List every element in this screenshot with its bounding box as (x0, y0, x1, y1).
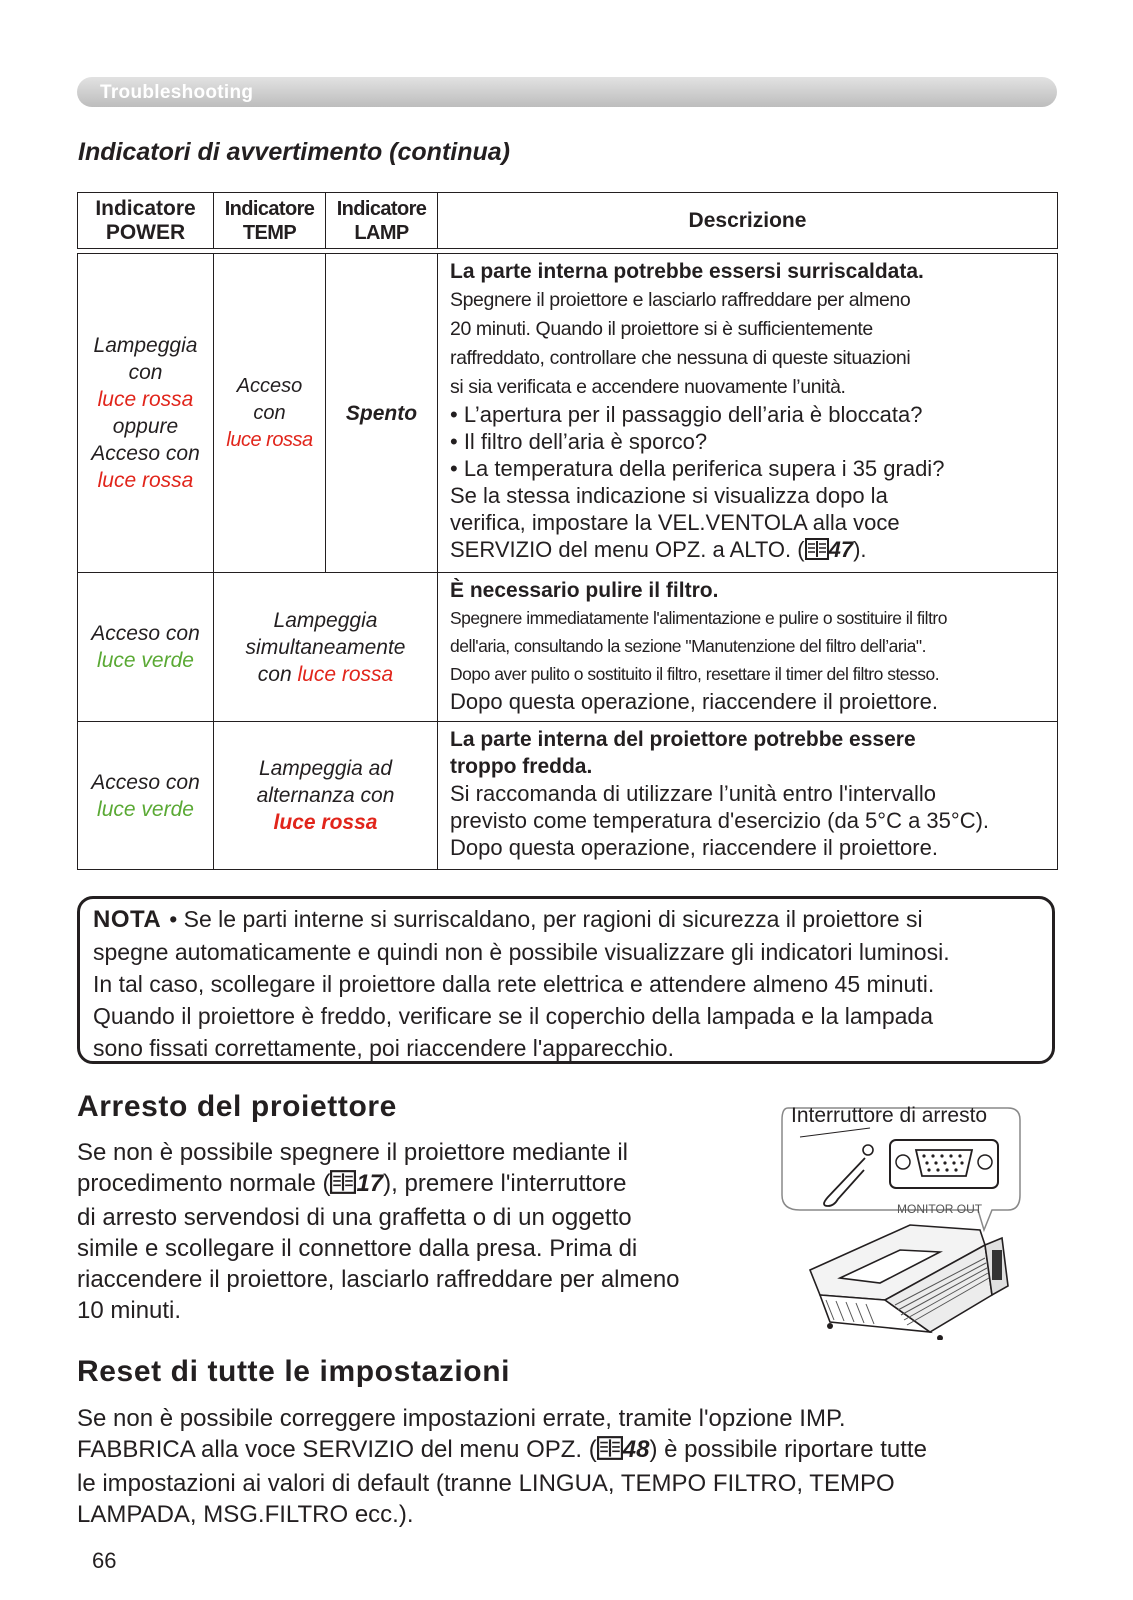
row3-templamp-text: Lampeggia ad (258, 757, 393, 780)
row3-templamp-cell (214, 722, 438, 870)
row3-desc-line: Si raccomanda di utilizzare l’unità entro l'intervallo (450, 781, 936, 806)
row1-desc-item: • La temperatura della periferica supera i 35 gradi? (450, 456, 945, 481)
header-power-line1: Indicatore (95, 196, 196, 220)
shutdown-line: di arresto servendosi di una graffetta o di un oggetto (77, 1204, 632, 1231)
row2-power-cell (78, 573, 214, 722)
header-power-line2: POWER (105, 220, 186, 244)
row1-desc-last (450, 536, 1049, 566)
shutdown-line: Se non è possibile spegnere il proiettore mediante il (77, 1139, 629, 1166)
row1-desc-line: Spegnere il proiettore e lasciarlo raffreddare per almeno (450, 289, 911, 311)
note-line: sono fissati correttamente, poi riaccendere l'apparecchio. (93, 1035, 674, 1061)
header-lamp-line1: Indicatore (336, 197, 427, 220)
shutdown-switch-illustration (770, 1100, 1060, 1340)
reset-line: Se non è possibile correggere impostazioni errate, tramite l'opzione IMP. (77, 1405, 846, 1432)
header-lamp-line2: LAMP (354, 221, 409, 244)
table-row (78, 722, 1058, 870)
page-subtitle: Indicatori di avvertimento (continua) (78, 138, 510, 166)
header-description: Descrizione (438, 193, 1058, 249)
row1-temp-red: luce rossa (226, 428, 313, 451)
shutdown-ref: 17 (356, 1170, 384, 1197)
row3-templamp-red: luce rossa (273, 811, 378, 834)
reset-heading: Reset di tutte le impostazioni (77, 1355, 511, 1388)
row1-temp-cell (214, 254, 326, 573)
row1-power-text: Acceso con (91, 442, 200, 465)
row1-desc-item: • L’apertura per il passaggio dell’aria è bloccata? (450, 402, 923, 427)
row2-templamp-line (214, 661, 437, 688)
section-header-label: Troubleshooting (100, 82, 254, 103)
row1-power-red: luce rossa (97, 388, 194, 411)
note-line: Quando il proiettore è freddo, verificare se il coperchio della lampada e la lampada (93, 1003, 933, 1029)
reset-line-suffix: ) è possibile riportare tutte (649, 1436, 927, 1463)
row1-power-red: luce rossa (97, 469, 194, 492)
row3-power-text: Acceso con (91, 770, 200, 794)
row1-power-text: Lampeggia (93, 334, 198, 357)
note-line: spegne automaticamente e quindi non è possibile visualizzare gli indicatori luminosi. (93, 939, 950, 965)
shutdown-line: riaccendere il proiettore, lasciarlo raffreddare per almeno (77, 1266, 680, 1293)
row1-power-cell (78, 254, 214, 573)
row1-power-text: con (128, 361, 163, 384)
row2-templamp-text: simultaneamente (245, 635, 406, 659)
reset-ref: 48 (622, 1436, 650, 1463)
shutdown-switch-label: Interruttore di arresto (791, 1104, 988, 1127)
row1-desc-last-suffix: ). (853, 537, 867, 562)
table-row (78, 573, 1058, 722)
row2-desc-line: dell'aria, consultando la sezione "Manutenzione del filtro dell’aria". (450, 636, 926, 656)
row2-templamp-cell (214, 573, 438, 722)
book-icon (805, 538, 829, 566)
row2-power-green: luce verde (97, 649, 194, 672)
row1-desc-item: verifica, impostare la VEL.VENTOLA alla voce (450, 510, 900, 535)
row3-desc-line: Dopo questa operazione, riaccendere il proiettore. (450, 835, 938, 860)
table-row (78, 254, 1058, 573)
row1-desc-line: 20 minuti. Quando il proiettore si è sufficientemente (450, 318, 873, 340)
page-number: 66 (92, 1548, 117, 1573)
row1-desc-last-prefix: SERVIZIO del menu OPZ. a ALTO. ( (450, 537, 805, 562)
monitor-out-label: MONITOR OUT (897, 1202, 983, 1216)
note-text (93, 903, 1043, 1064)
row1-desc-ref: 47 (828, 537, 854, 562)
reset-line-ref (77, 1434, 1057, 1468)
row1-temp-text: Acceso (236, 374, 303, 397)
header-power (78, 193, 214, 249)
shutdown-heading: Arresto del proiettore (77, 1090, 397, 1123)
row2-desc-last: Dopo questa operazione, riaccendere il proiettore. (450, 689, 938, 714)
header-temp (214, 193, 326, 249)
row2-power-text: Acceso con (91, 622, 200, 645)
row1-description (438, 254, 1058, 573)
note-line: In tal caso, scollegare il proiettore dalla rete elettrica e attendere almeno 45 minuti. (93, 971, 935, 997)
table-header-row (78, 193, 1058, 249)
shutdown-paragraph (77, 1137, 767, 1326)
row1-power-text: oppure (112, 415, 179, 438)
header-temp-line1: Indicatore (224, 197, 315, 220)
shutdown-line: 10 minuti. (77, 1297, 182, 1324)
row3-templamp-text: alternanza con (256, 784, 395, 807)
row2-templamp-red: luce rossa (297, 662, 394, 686)
header-temp-line2: TEMP (242, 221, 297, 244)
reset-line-prefix: FABBRICA alla voce SERVIZIO del menu OPZ. ( (77, 1436, 597, 1463)
reset-paragraph (77, 1403, 1057, 1530)
row1-desc-item: Se la stessa indicazione si visualizza dopo la (450, 483, 888, 508)
row2-desc-line: Spegnere immediatamente l'alimentazione e pulire o sostituire il filtro (450, 608, 947, 628)
note-first-line (93, 903, 1043, 936)
shutdown-line-suffix: ), premere l'interruttore (383, 1170, 627, 1197)
row3-power-green: luce verde (97, 797, 194, 821)
row3-desc-line: previsto come temperatura d'esercizio (da 5°C a 35°C). (450, 808, 990, 833)
row3-desc-title: troppo fredda. (450, 755, 593, 778)
row1-desc-item: • Il filtro dell’aria è sporco? (450, 429, 708, 454)
row3-description (438, 722, 1058, 870)
shutdown-line-prefix: procedimento normale ( (77, 1170, 331, 1197)
row1-desc-title: La parte interna potrebbe essersi surriscaldata. (450, 260, 924, 283)
row3-desc-title: La parte interna del proiettore potrebbe essere (450, 728, 916, 751)
row1-desc-line: raffreddato, controllare che nessuna di queste situazioni (450, 347, 911, 369)
row2-desc-line: Dopo aver pulito o sostituito il filtro, resettare il timer del filtro stesso. (450, 664, 940, 684)
row2-templamp-text: Lampeggia (273, 608, 378, 632)
row2-description (438, 573, 1058, 722)
row1-temp-text: con (253, 401, 286, 424)
row2-templamp-text: con (257, 662, 292, 686)
row1-desc-line: si sia verificata e accendere nuovamente l’unità. (450, 376, 846, 398)
reset-line: LAMPADA, MSG.FILTRO ecc.). (77, 1501, 414, 1528)
book-icon (597, 1436, 623, 1468)
shutdown-line: simile e scollegare il connettore dalla presa. Prima di (77, 1235, 638, 1262)
projector-drawing (770, 1100, 1060, 1340)
indicator-table (77, 192, 1058, 870)
row3-power-cell (78, 722, 214, 870)
row2-desc-title: È necessario pulire il filtro. (450, 579, 719, 602)
book-icon (330, 1170, 356, 1202)
note-label: NOTA (93, 906, 162, 933)
header-lamp (326, 193, 438, 249)
note-line: • Se le parti interne si surriscaldano, per ragioni di sicurezza il proiettore si (169, 906, 923, 932)
reset-line: le impostazioni ai valori di default (tranne LINGUA, TEMPO FILTRO, TEMPO (77, 1470, 895, 1497)
row1-lamp-cell: Spento (326, 254, 438, 573)
shutdown-line-ref (77, 1168, 767, 1202)
